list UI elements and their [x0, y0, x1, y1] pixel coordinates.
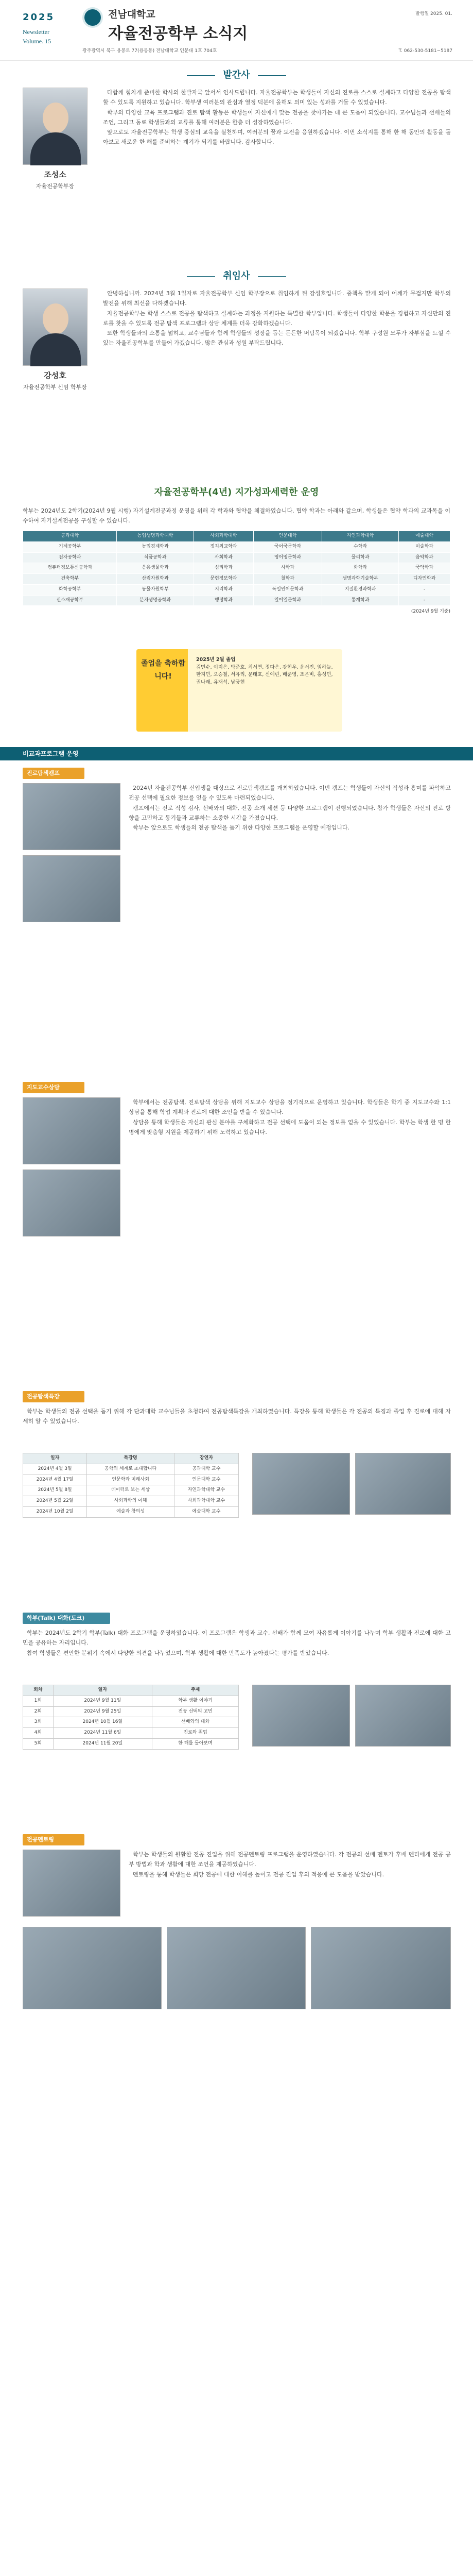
table-cell: 자연과학대학 교수: [174, 1485, 238, 1496]
table-cell: 미술학과: [399, 541, 450, 552]
newsletter-label: Newsletter: [23, 28, 49, 36]
table-cell: 2024년 10월 2일: [23, 1506, 87, 1517]
table-cell: 영어영문학과: [254, 552, 322, 563]
table-row: [23, 1696, 239, 1706]
table-cell: 사회과학대학 교수: [174, 1496, 238, 1507]
table-row: [23, 552, 450, 563]
table-cell: 지질환경과학과: [322, 584, 398, 595]
table-cell: 화학과: [322, 563, 398, 574]
schedule-header: 특강명: [87, 1453, 174, 1464]
table-cell: 수학과: [322, 541, 398, 552]
table-cell: 예술과 창의성: [87, 1506, 174, 1517]
agreement-note: (2024년 9월 기준): [411, 609, 450, 615]
camp-photo-2: [23, 855, 120, 922]
mentoring-photo-2: [23, 1927, 162, 2009]
table-cell: 응용생물학과: [117, 563, 194, 574]
lecture-photo-1: [252, 1453, 350, 1515]
agreement-col-4: 자연과학대학: [322, 531, 398, 542]
table-cell: 1회: [23, 1696, 54, 1706]
schedule-header: 일자: [23, 1453, 87, 1464]
table-cell: 데이터로 보는 세상: [87, 1485, 174, 1496]
table-cell: 일어일문학과: [254, 595, 322, 606]
lecture-photo-2: [355, 1453, 451, 1515]
university-name: 전남대학교: [108, 9, 155, 20]
schedule-header: 주제: [152, 1685, 239, 1696]
table-cell: 2024년 11월 20일: [53, 1738, 152, 1749]
activity-text-3: 학부는 학생들의 전공 선택을 돕기 위해 각 단과대학 교수님들을 초청하여 전공탐색특강을 개최하였습니다. 특강을 통해 학생들은 각 전공의 특징과 졸업 후 진로에 대해 자세히 알 수 있었습니다.: [23, 1408, 451, 1425]
table-cell: 철학과: [254, 574, 322, 585]
activity-tag-5: 전공멘토링: [23, 1834, 84, 1845]
agreement-heading: 자율전공학부(4년) 지가성과세력한 운영: [154, 487, 319, 498]
greeting-section: [0, 67, 473, 190]
agreement-table: [23, 531, 450, 606]
table-cell: 사회과학의 이해: [87, 1496, 174, 1507]
table-cell: 2024년 9월 25일: [53, 1706, 152, 1717]
table-cell: 3회: [23, 1717, 54, 1728]
table-cell: 2024년 4월 3일: [23, 1464, 87, 1475]
activity-ribbon: 비교과프로그램 운영: [0, 747, 473, 760]
table-cell: 통계학과: [322, 595, 398, 606]
table-row: [23, 1464, 239, 1475]
table-cell: 화학공학부: [23, 584, 117, 595]
table-cell: 국악학과: [399, 563, 450, 574]
table-row: [23, 574, 450, 585]
talk-schedule-table: [23, 1685, 239, 1750]
table-row: [23, 1475, 239, 1485]
agreement-col-0: 공과대학: [23, 531, 117, 542]
table-cell: 2024년 4월 17일: [23, 1475, 87, 1485]
table-cell: 2024년 10월 16일: [53, 1717, 152, 1728]
talk-photo-1: [252, 1685, 350, 1747]
address: 광주광역시 북구 용봉로 77(용봉동) 전남대학교 인문대 1호 704호: [82, 48, 217, 54]
inauguration-heading: 취임사: [0, 268, 473, 284]
table-row: [23, 1506, 239, 1517]
table-cell: 4회: [23, 1728, 54, 1739]
table-cell: 동물자원학부: [117, 584, 194, 595]
year: 2025: [23, 12, 55, 23]
table-row: [23, 1728, 239, 1739]
table-cell: 인문학과 미래사회: [87, 1475, 174, 1485]
activity-tag-3: 전공탐색특강: [23, 1391, 84, 1402]
table-cell: 진로와 취업: [152, 1728, 239, 1739]
greeting-heading: 발간사: [0, 67, 473, 83]
table-cell: 전공 선택의 고민: [152, 1706, 239, 1717]
greeting-text: 다함께 힘차게 준비한 학사의 한발자국 앞서서 인사드립니다. 자율전공학부는 학생들이 자신의 진로를 스스로 설계하고 다양한 전공을 탐색할 수 있도록 지원하고 있습니다. 학부생 여러분의 관심과 열정 덕분에 올해도 의미 있는 성과를 거둘 수 있었습니다. 학부의 다양한 교육 프로그램과 진로 탐색 활동은 학생들이 자신에게 맞는 전공을 찾아가는 데 큰 도움이 되었습니다. 교수님들과 선배들의 조언, 그리고 동료 학생들과의 교류를 통해 여러분은 한층 더 성장하였습니다. 앞으로도 자율전공학부는 학생 중심의 교육을 실천하며, 여러분의 꿈과 도전을 응원하겠습니다. 이번 소식지를 통해 한 해 동안의 활동을 돌아보고 새로운 한 해를 준비하는 계기가 되기를 바랍니다. 감사합니다.: [103, 89, 451, 146]
new-dean-caption: [15, 369, 95, 393]
activity-text-1: 2024년 자율전공학부 신입생을 대상으로 진로탐색캠프를 개최하였습니다. 이번 캠프는 학생들이 자신의 적성과 흥미를 파악하고 전공 선택에 필요한 정보를 얻을 수 있도록 마련되었습니다. 캠프에서는 진로 적성 검사, 선배와의 대화, 전공 소개 세션 등 다양한 프로그램이 진행되었습니다. 참가 학생들은 자신의 진로 방향을 고민하고 동기들과 교류하는 소중한 시간을 가졌습니다. 학부는 앞으로도 학생들의 전공 탐색을 돕기 위한 다양한 프로그램을 운영할 예정입니다.: [129, 785, 451, 831]
agreement-section: [0, 484, 473, 616]
dean-caption: [15, 168, 95, 192]
table-row: [23, 541, 450, 552]
table-cell: 정치외교학과: [194, 541, 253, 552]
talk-photo-2: [355, 1685, 451, 1747]
activity-text-5: 학부는 학생들의 원활한 전공 진입을 위해 전공멘토링 프로그램을 운영하였습니다. 각 전공의 선배 멘토가 후배 멘티에게 전공 공부 방법과 학과 생활에 대한 조언을 제공하였습니다. 멘토링을 통해 학생들은 희망 전공에 대한 이해를 높이고 전공 진입 후의 적응에 큰 도움을 받았습니다.: [129, 1851, 451, 1878]
table-cell: 공과대학 교수: [174, 1464, 238, 1475]
table-cell: 공학의 세계로 초대합니다: [87, 1464, 174, 1475]
table-cell: 식품공학과: [117, 552, 194, 563]
dean-photo: [23, 88, 87, 165]
dean-name: 조성소: [44, 170, 66, 179]
table-cell: 산림자원학과: [117, 574, 194, 585]
schedule-header: 강연자: [174, 1453, 238, 1464]
mentoring-photo-3: [167, 1927, 306, 2009]
newsletter-title: 자율전공학부 소식지: [108, 25, 248, 43]
activity-tag-1: 진로탐색캠프: [23, 768, 84, 779]
counsel-photo-1: [23, 1097, 120, 1164]
table-cell: 인문대학 교수: [174, 1475, 238, 1485]
table-cell: 분자생명공학과: [117, 595, 194, 606]
table-row: [23, 1717, 239, 1728]
table-cell: 2024년 11월 6일: [53, 1728, 152, 1739]
activity-tag-2: 지도교수상담: [23, 1082, 84, 1093]
table-cell: 행정학과: [194, 595, 253, 606]
table-row: [23, 1496, 239, 1507]
table-cell: 2024년 9월 11일: [53, 1696, 152, 1706]
table-cell: 독일언어문학과: [254, 584, 322, 595]
table-cell: 2회: [23, 1706, 54, 1717]
table-cell: 한 해를 돌아보며: [152, 1738, 239, 1749]
new-dean-title: 자율전공학부 신임 학부장: [23, 384, 87, 391]
lecture-schedule-table: [23, 1453, 239, 1518]
agreement-col-5: 예술대학: [399, 531, 450, 542]
table-cell: 컴퓨터정보통신공학과: [23, 563, 117, 574]
schedule-header: 회차: [23, 1685, 54, 1696]
table-cell: 농업경제학과: [117, 541, 194, 552]
university-logo-icon: [82, 7, 103, 28]
volume-label: Volume. 15: [23, 38, 51, 45]
table-cell: 2024년 5월 8일: [23, 1485, 87, 1496]
table-row: [23, 1706, 239, 1717]
table-cell: 5회: [23, 1738, 54, 1749]
table-cell: 문헌정보학과: [194, 574, 253, 585]
agreement-col-1: 농업생명과학대학: [117, 531, 194, 542]
new-dean-photo: [23, 289, 87, 366]
table-cell: 심리학과: [194, 563, 253, 574]
agreement-col-3: 인문대학: [254, 531, 322, 542]
table-cell: 기계공학부: [23, 541, 117, 552]
activity-tag-4: 학부(Talk) 대화(토크): [23, 1613, 110, 1624]
table-row: [23, 1738, 239, 1749]
table-cell: -: [399, 584, 450, 595]
inauguration-section: [0, 268, 473, 391]
table-cell: 건축학부: [23, 574, 117, 585]
agreement-col-2: 사회과학대학: [194, 531, 253, 542]
schedule-header: 일자: [53, 1685, 152, 1696]
table-cell: 선배와의 대화: [152, 1717, 239, 1728]
congrats-title: 졸업을 축하합니다!: [141, 659, 186, 681]
activity-text-2: 학부에서는 전공탐색, 진로탐색 상담을 위해 지도교수 상담을 정기적으로 운영하고 있습니다. 학생들은 학기 중 지도교수와 1:1 상담을 통해 학업 계획과 진로에 대한 조언을 받을 수 있습니다. 상담을 통해 학생들은 자신의 관심 분야를 구체화하고 전공 선택에 도움이 되는 정보를 얻을 수 있었습니다. 학부는 학생 한 명 한 명에게 맞춤형 지원을 제공하기 위해 노력하고 있습니다.: [129, 1099, 451, 1136]
header: [0, 0, 473, 61]
activity-text-4: 학부는 2024년도 2학기 학부(Talk) 대화 프로그램을 운영하였습니다. 이 프로그램은 학생과 교수, 선배가 함께 모여 자유롭게 이야기를 나누며 학부 생활과 진로에 대한 고민을 공유하는 자리입니다. 참여 학생들은 편안한 분위기 속에서 다양한 의견을 나누었으며, 학부 생활에 대한 만족도가 높아졌다는 평가를 받았습니다.: [23, 1630, 451, 1656]
table-cell: 디자인학과: [399, 574, 450, 585]
publish-date: 발행일 2025. 01.: [415, 11, 452, 16]
table-cell: 생명과학기술학부: [322, 574, 398, 585]
graduation-congrats-box: [136, 649, 342, 732]
dean-title: 자율전공학부장: [36, 183, 75, 190]
new-dean-name: 강성호: [44, 371, 66, 380]
table-cell: 예술대학 교수: [174, 1506, 238, 1517]
table-row: [23, 563, 450, 574]
table-cell: 신소재공학부: [23, 595, 117, 606]
table-row: [23, 584, 450, 595]
table-cell: 지리학과: [194, 584, 253, 595]
mentoring-photo-4: [311, 1927, 451, 2009]
mentoring-photo-1: [23, 1850, 120, 1917]
counsel-photo-2: [23, 1170, 120, 1236]
graduates-list: 2025년 2월 졸업 김민수, 이지은, 박준호, 최서연, 정다은, 강현우, 윤서진, 임하늘, 한지민, 오승철, 서유리, 문태호, 신예린, 배준영, 조은비, 홍성민, 권나래, 유재석, 남궁현: [196, 657, 333, 686]
inauguration-text: 안녕하십니까. 2024년 3월 1일자로 자율전공학부 신임 학부장으로 취임하게 된 강성호입니다. 중책을 맡게 되어 어깨가 무겁지만 학부의 발전을 위해 최선을 다하겠습니다. 자율전공학부는 학생 스스로 전공을 탐색하고 설계하는 과정을 지원하는 특별한 학부입니다. 학생들이 다양한 학문을 경험하고 자신만의 진로를 찾을 수 있도록 전공 탐색 프로그램과 상담 체계를 더욱 강화하겠습니다. 또한 학생들과의 소통을 넓히고, 교수님들과 함께 학생들의 성장을 돕는 든든한 버팀목이 되겠습니다. 학부 구성원 모두가 자부심을 느낄 수 있는 자율전공학부를 만들어 가겠습니다. 많은 관심과 성원 부탁드립니다.: [103, 290, 451, 347]
table-row: [23, 1485, 239, 1496]
table-row: [23, 595, 450, 606]
table-cell: 음악학과: [399, 552, 450, 563]
table-cell: 전자공학과: [23, 552, 117, 563]
table-cell: 2024년 5월 22일: [23, 1496, 87, 1507]
table-cell: 학부 생활 이야기: [152, 1696, 239, 1706]
table-cell: 국어국문학과: [254, 541, 322, 552]
agreement-text: 학부는 2024년도 2학기(2024년 9월 시행) 자기설계전공과정 운영을 위해 각 학과와 협약을 체결하였습니다. 협약 학과는 아래와 같으며, 학생들은 협약 학과의 교과목을 이수하여 자기설계전공을 구성할 수 있습니다.: [23, 507, 450, 524]
table-cell: -: [399, 595, 450, 606]
table-cell: 사회학과: [194, 552, 253, 563]
telephone: T. 062-530-5181~5187: [398, 48, 452, 54]
table-cell: 물리학과: [322, 552, 398, 563]
table-cell: 사학과: [254, 563, 322, 574]
camp-photo-1: [23, 783, 120, 850]
